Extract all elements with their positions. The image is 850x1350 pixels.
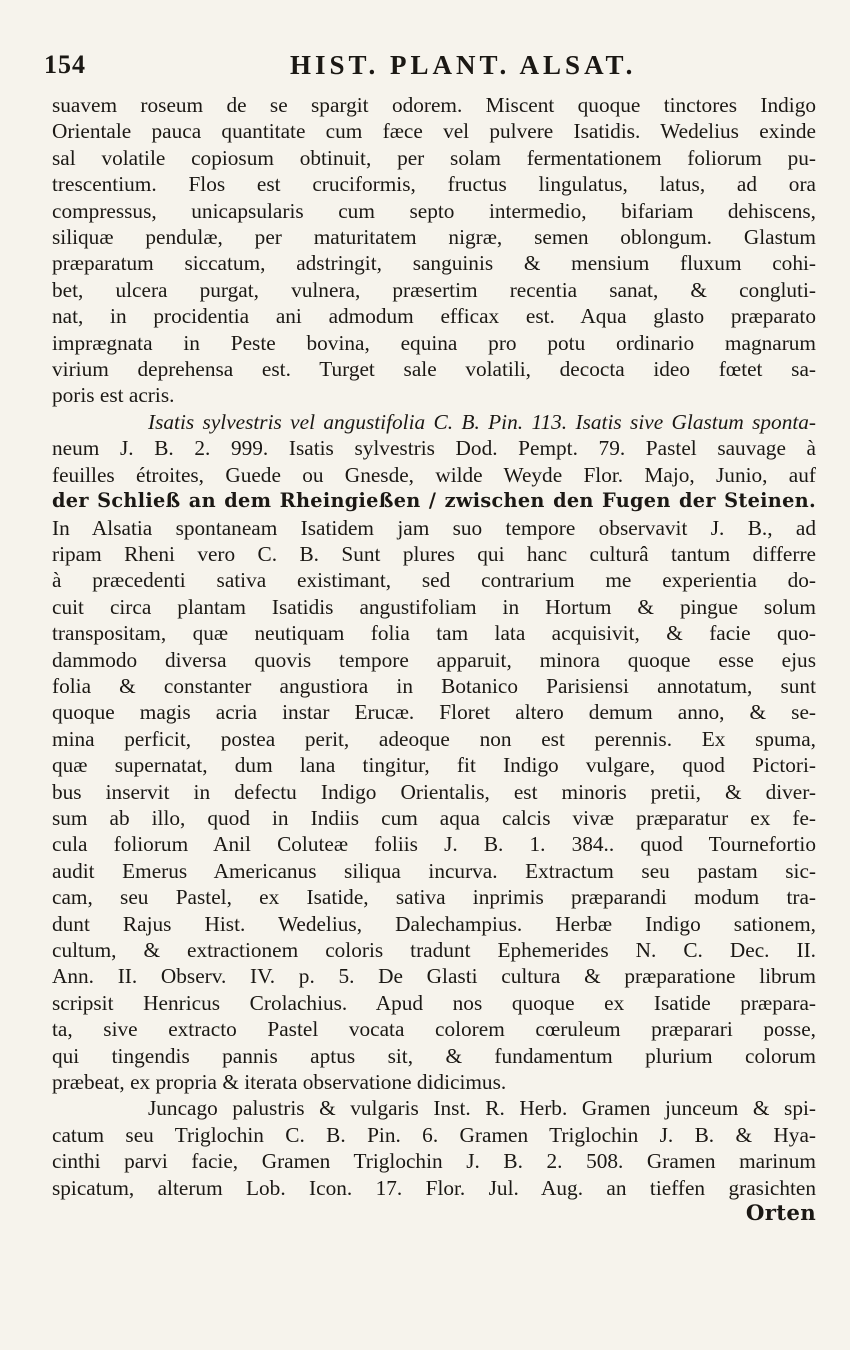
text-line: imprægnata in Peste bovina, equina pro potu ordinario magnarum: [52, 330, 816, 355]
text-line: neum J. B. 2. 999. Isatis sylvestris Dod. Pempt. 79. Pastel sauvage à: [52, 436, 816, 461]
text-line: Ann. II. Observ. IV. p. 5. De Glasti cultura & præparatione librum: [52, 964, 816, 989]
text-line: audit Emerus Americanus siliqua incurva. Extractum seu pastam sic-: [52, 858, 816, 883]
paragraph-isatis-sylvestris-body: [52, 435, 816, 1095]
text-line: suavem roseum de se spargit odorem. Miscent quoque tinctores Indigo: [52, 93, 816, 117]
page-header: [44, 50, 812, 90]
text-line: virium deprehensa est. Turget sale volatili, decocta ideo fœtet sa-: [52, 357, 816, 382]
text-line: à præcedenti sativa existimant, sed contrarium me experientia do-: [52, 568, 816, 593]
text-line: poris est acris.: [52, 383, 175, 408]
text-line: cam, seu Pastel, ex Isatide, sativa inprimis præparandi modum tra-: [52, 885, 816, 910]
text-line: bus inservit in defectu Indigo Orientalis, est minoris pretii, & diver-: [52, 779, 816, 804]
text-line: bet, ulcera purgat, vulnera, præsertim recentia sanat, & congluti-: [52, 277, 816, 302]
text-line: sal volatile copiosum obtinuit, per solam fermentationem foliorum pu-: [52, 145, 816, 170]
text-line: cula foliorum Anil Coluteæ foliis J. B. 1. 384.. quod Tournefortio: [52, 832, 816, 857]
text-line: In Alsatia spontaneam Isatidem jam suo tempore observavit J. B., ad: [52, 515, 816, 540]
text-line: transpositam, quæ neutiquam folia tam lata acquisivit, & facie quo-: [52, 621, 816, 646]
text-line: feuilles étroites, Guede ou Gnesde, wilde Weyde Flor. Majo, Junio, auf: [52, 462, 816, 487]
text-line-heading: Juncago palustris & vulgaris Inst. R. Herb. Gramen junceum & spi-: [148, 1096, 816, 1121]
text-line: qui tingendis pannis aptus sit, & fundamentum plurium colorum: [52, 1043, 816, 1068]
text-line: folia & constanter angustiora in Botanico Parisiensi annotatum, sunt: [52, 673, 816, 698]
text-line: Orientale pauca quantitate cum fæce vel pulvere Isatidis. Wedelius exinde: [52, 119, 816, 144]
text-line: spicatum, alterum Lob. Icon. 17. Flor. Jul. Aug. an tieffen grasichten: [52, 1175, 816, 1200]
text-line: nat, in procidentia ani admodum efficax est. Aqua glasto præparato: [52, 304, 816, 329]
text-line: sum ab illo, quod in Indiis cum aqua calcis vivæ præparatur ex fe-: [52, 805, 816, 830]
text-line: compressus, unicapsularis cum septo intermedio, bifariam dehiscens,: [52, 198, 816, 223]
text-line: cinthi parvi facie, Gramen Triglochin J. B. 2. 508. Gramen marinum: [52, 1149, 816, 1174]
text-line: ta, sive extracto Pastel vocata colorem cœruleum præparari posse,: [52, 1017, 816, 1042]
text-line: præbeat, ex propria & iterata observatione didicimus.: [52, 1070, 507, 1095]
page-number: 154: [44, 50, 86, 79]
text-line: catum seu Triglochin C. B. Pin. 6. Gramen Triglochin J. B. & Hya-: [52, 1122, 816, 1147]
text-line-blackletter: der Schließ an dem Rheingießen / zwischen den Fugen der Steinen.: [52, 489, 816, 513]
text-line: scripsit Henricus Crolachius. Apud nos quoque ex Isatide præpara-: [52, 990, 816, 1015]
text-line-blackletter: Orten: [745, 1201, 816, 1227]
text-line: mina perficit, postea perit, adeoque non est perennis. Ex spuma,: [52, 726, 816, 751]
text-line: quoque magis acria instar Erucæ. Floret altero demum anno, & se-: [52, 700, 816, 725]
text-line: dammodo diversa quovis tempore apparuit, minora quoque esse ejus: [52, 647, 816, 672]
text-line: cultum, & extractionem coloris tradunt Ephemerides N. C. Dec. II.: [52, 938, 816, 962]
paragraph-isatis-sylvestris: [52, 409, 816, 435]
text-line: ripam Rheni vero C. B. Sunt plures qui hanc culturâ tantum differre: [52, 541, 816, 566]
paragraph-juncago-body: [52, 1122, 816, 1228]
text-line: præparatum siccatum, adstringit, sanguinis & mensium fluxum cohi-: [52, 251, 816, 276]
body-text: [52, 92, 816, 1227]
text-line: trescentium. Flos est cruciformis, fructus lingulatus, latus, ad ora: [52, 172, 816, 197]
text-line: cuit circa plantam Isatidis angustifoliam in Hortum & pingue solum: [52, 594, 816, 619]
text-line-heading: Isatis sylvestris vel angustifolia C. B. Pin. 113. Isatis sive Glastum sponta-: [148, 409, 816, 434]
text-line: siliquæ pendulæ, per maturitatem nigræ, semen oblongum. Glastum: [52, 225, 816, 250]
paragraph-isatis-sativa-continued: [52, 92, 816, 409]
text-line: dunt Rajus Hist. Wedelius, Dalechampius. Herbæ Indigo sationem,: [52, 911, 816, 936]
text-line: quæ supernatat, dum lana tingitur, fit Indigo vulgare, quod Pictori-: [52, 753, 816, 778]
running-head: HIST. PLANT. ALSAT.: [290, 50, 637, 80]
paragraph-juncago: [52, 1095, 816, 1121]
